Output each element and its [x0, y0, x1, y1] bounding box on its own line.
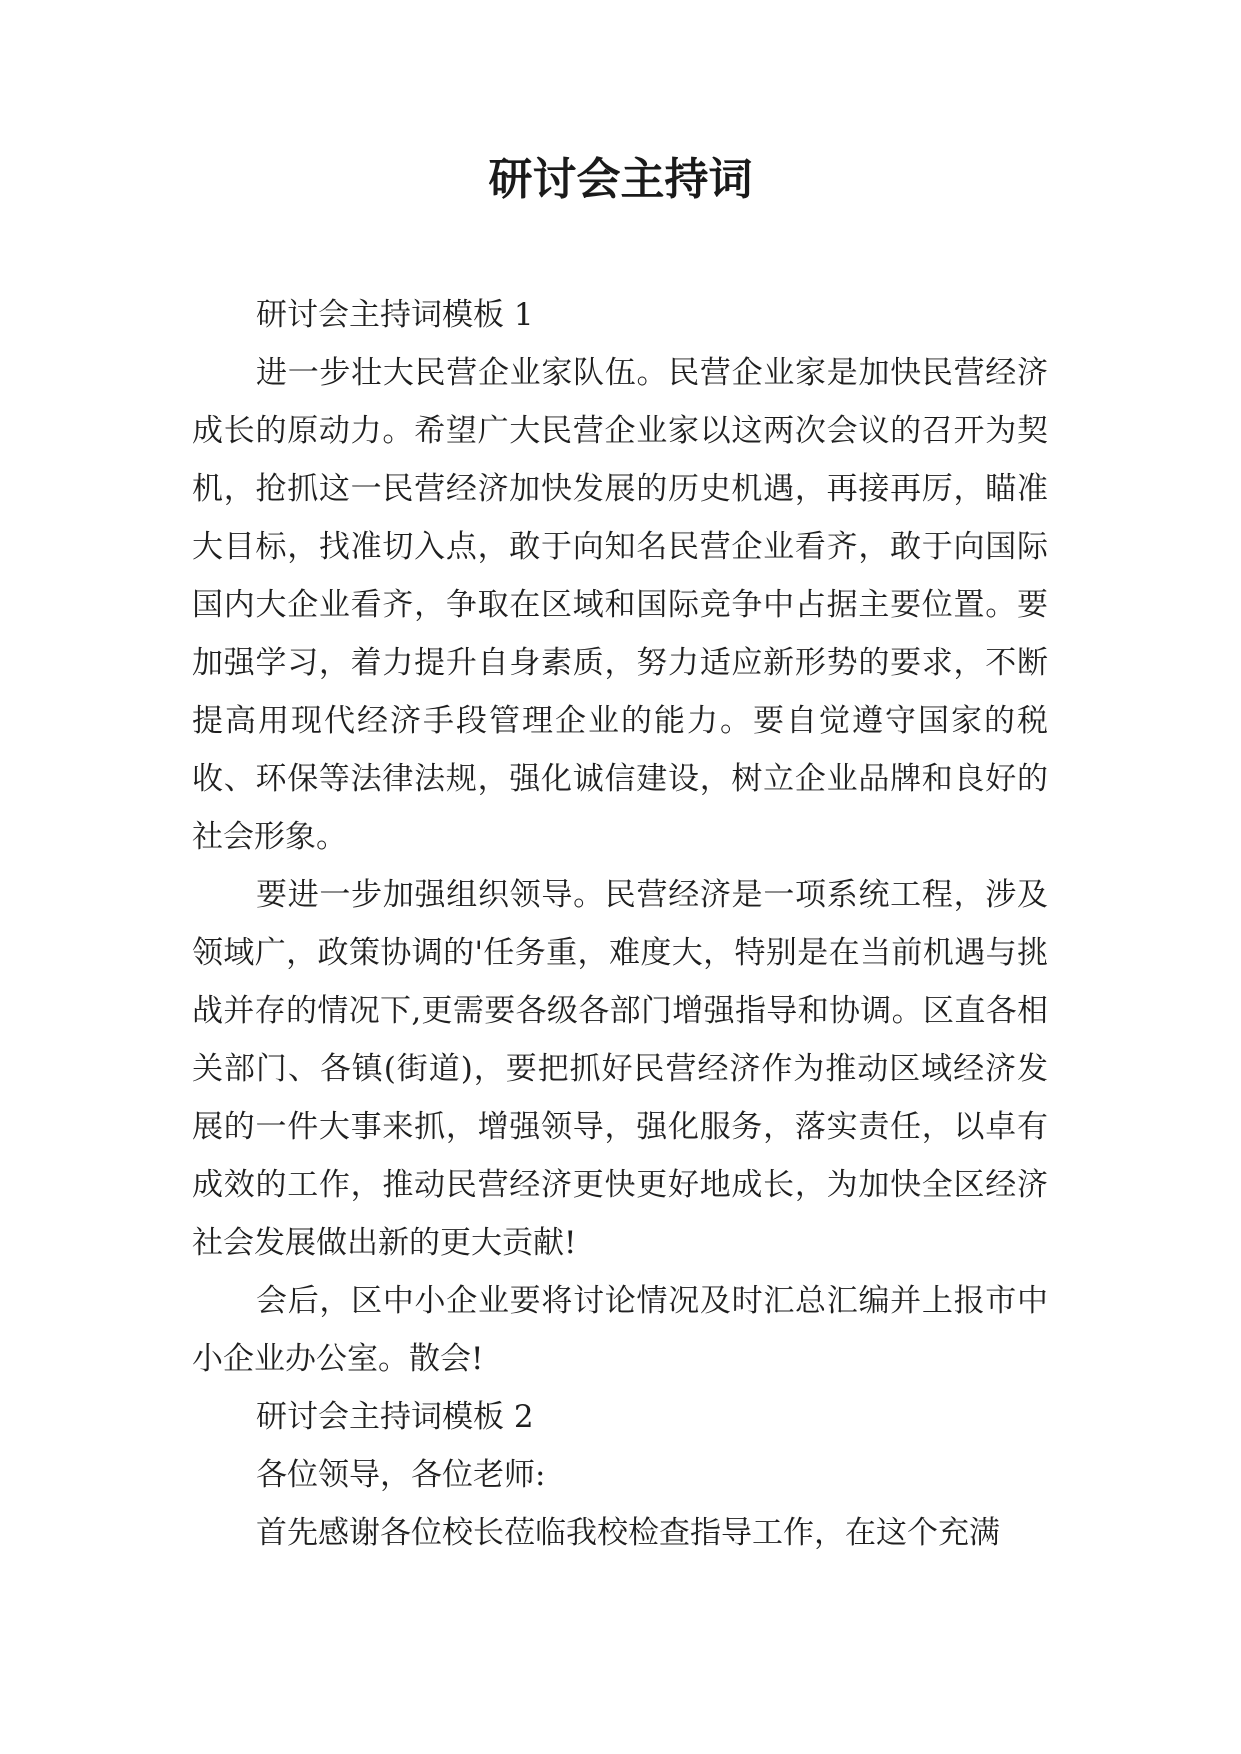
- paragraph: 进一步壮大民营企业家队伍。民营企业家是加快民营经济成长的原动力。希望广大民营企业家以这两次会议的召开为契机，抢抓这一民营经济加快发展的历史机遇，再接再厉，瞄准大目标，找准切入点，敢于向知名民营企业看齐，敢于向国际国内大企业看齐，争取在区域和国际竞争中占据主要位置。要加强学习，着力提升自身素质，努力适应新形势的要求，不断提高用现代经济手段管理企业的能力。要自觉遵守国家的税收、环保等法律法规，强化诚信建设，树立企业品牌和良好的社会形象。: [192, 355, 1048, 855]
- paragraph: 首先感谢各位校长莅临我校检查指导工作，在这个充满: [256, 1515, 1000, 1551]
- page-title: 研讨会主持词: [488, 154, 753, 205]
- section-heading-2: 研讨会主持词模板 2: [256, 1399, 534, 1435]
- section-heading-1: 研讨会主持词模板 1: [256, 297, 534, 333]
- paragraph: 会后，区中小企业要将讨论情况及时汇总汇编并上报市中小企业办公室。散会!: [192, 1283, 1048, 1377]
- paragraph: 要进一步加强组织领导。民营经济是一项系统工程，涉及领域广，政策协调的'任务重，难度大，特别是在当前机遇与挑战并存的情况下,更需要各级各部门增强指导和协调。区直各相关部门、各镇(街道)，要把抓好民营经济作为推动区域经济发展的一件大事来抓，增强领导，强化服务，落实责任，以卓有成效的工作，推动民营经济更快更好地成长，为加快全区经济社会发展做出新的更大贡献!: [192, 877, 1048, 1261]
- paragraph: 各位领导，各位老师:: [256, 1457, 546, 1493]
- document-body: [192, 286, 1048, 1562]
